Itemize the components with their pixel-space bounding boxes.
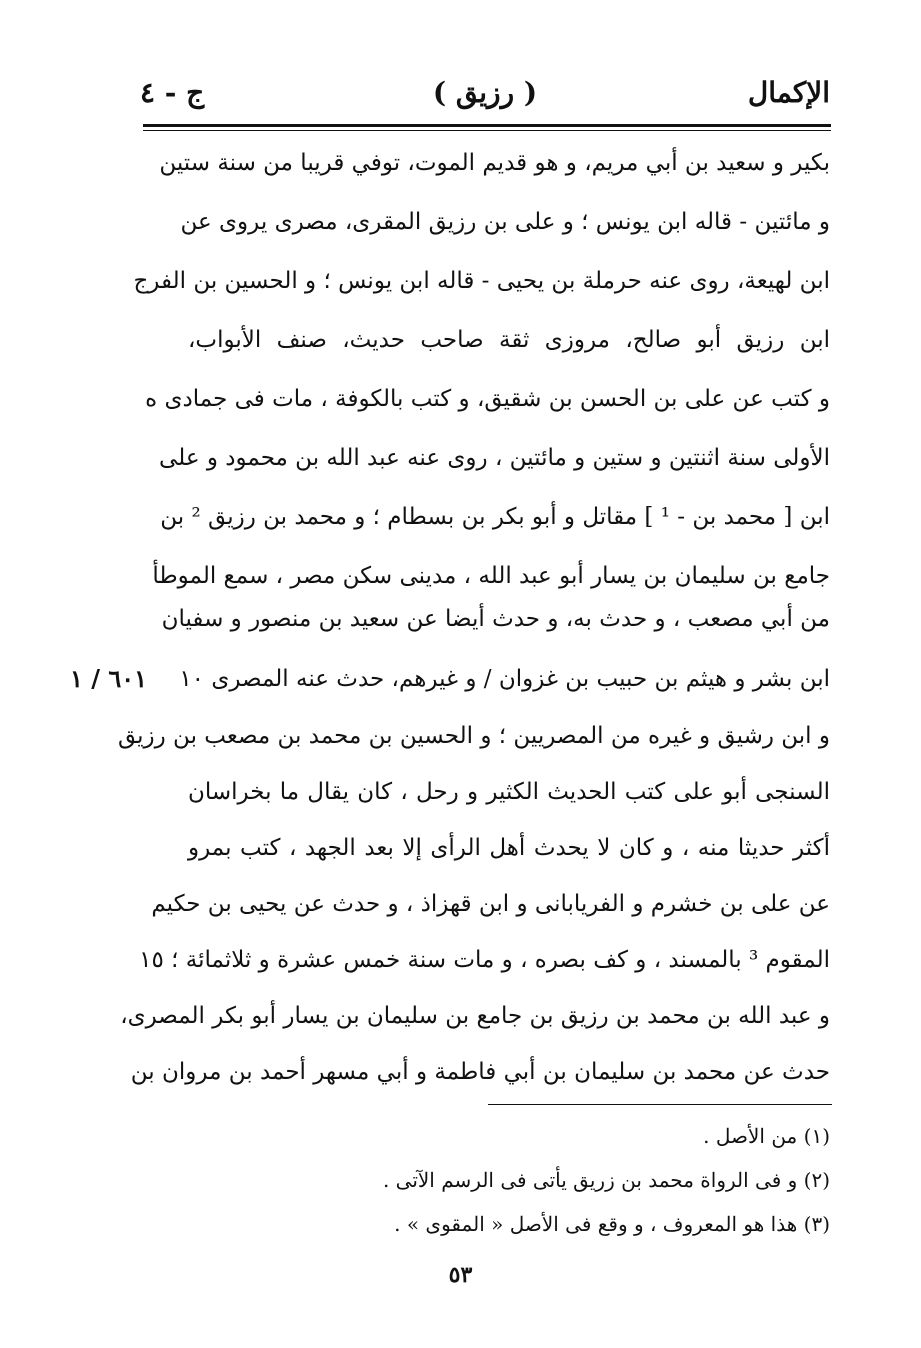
- body-line: الأولى سنة اثنتين و ستين و مائتين ، روى عنه عبد الله بن محمود و على: [159, 445, 830, 471]
- body-line: عن على بن خشرم و الفريابانى و ابن قهزاذ ، و حدث عن يحيى بن حكيم: [151, 891, 830, 917]
- body-line: جامع بن سليمان بن يسار أبو عبد الله ، مدينى سكن مصر ، سمع الموطأ: [152, 563, 830, 589]
- book-title: الإكمال: [747, 76, 830, 109]
- footnote: (١) من الأصل .: [703, 1124, 830, 1148]
- body-line: المقوم ³ بالمسند ، و كف بصره ، و مات سنة خمس عشرة و ثلاثمائة ؛ ١٥: [139, 947, 830, 973]
- body-line: و كتب عن على بن الحسن بن شقيق، و كتب بالكوفة ، مات فى جمادى ه: [145, 386, 830, 412]
- body-line: أكثر حديثا منه ، و كان لا يحدث أهل الرأى إلا بعد الجهد ، كتب بمرو: [188, 835, 830, 861]
- page-header: [140, 68, 830, 118]
- body-line: من أبي مصعب ، و حدث به، و حدث أيضا عن سعيد بن منصور و سفيان: [161, 606, 830, 632]
- body-line: ابن بشر و هيثم بن حبيب بن غزوان / و غيرهم، حدث عنه المصرى ١٠: [179, 666, 830, 692]
- body-line: السنجى أبو على كتب الحديث الكثير و رحل ، كان يقال ما بخراسان: [188, 779, 830, 805]
- footnote-rule: [488, 1104, 832, 1105]
- body-line: و ابن رشيق و غيره من المصريين ؛ و الحسين بن محمد بن مصعب بن رزيق: [117, 723, 830, 749]
- footnote: (٣) هذا هو المعروف ، و وقع فى الأصل « المقوى » .: [394, 1212, 830, 1236]
- body-line: ابن رزيق أبو صالح، مروزى ثقة صاحب حديث، صنف الأبواب،: [188, 327, 830, 353]
- body-line: ابن [ محمد بن - ¹ ] مقاتل و أبو بكر بن بسطام ؛ و محمد بن رزيق ² بن: [160, 504, 830, 530]
- footnote: (٢) و فى الرواة محمد بن زريق يأتى فى الرسم الآتى .: [382, 1168, 830, 1192]
- section-heading: ( رزيق ): [432, 76, 538, 109]
- body-line: و عبد الله بن محمد بن رزيق بن جامع بن سليمان بن يسار أبو بكر المصرى،: [120, 1003, 830, 1029]
- body-line: بكير و سعيد بن أبي مريم، و هو قديم الموت، توفي قريبا من سنة ستين: [159, 150, 830, 176]
- margin-page-marker: ٦٠١ / ١: [70, 664, 148, 693]
- body-line: ابن لهيعة، روى عنه حرملة بن يحيى - قاله ابن يونس ؛ و الحسين بن الفرج: [133, 268, 830, 294]
- volume-label: ج - ٤: [140, 76, 205, 109]
- body-line: حدث عن محمد بن سليمان بن أبي فاطمة و أبي مسهر أحمد بن مروان بن: [130, 1059, 830, 1085]
- page-number: ٥٣: [448, 1262, 473, 1288]
- header-rule-thin: [143, 130, 831, 131]
- body-line: و مائتين - قاله ابن يونس ؛ و على بن رزيق المقرى، مصرى يروى عن: [180, 209, 830, 235]
- header-rule-thick: [143, 124, 831, 127]
